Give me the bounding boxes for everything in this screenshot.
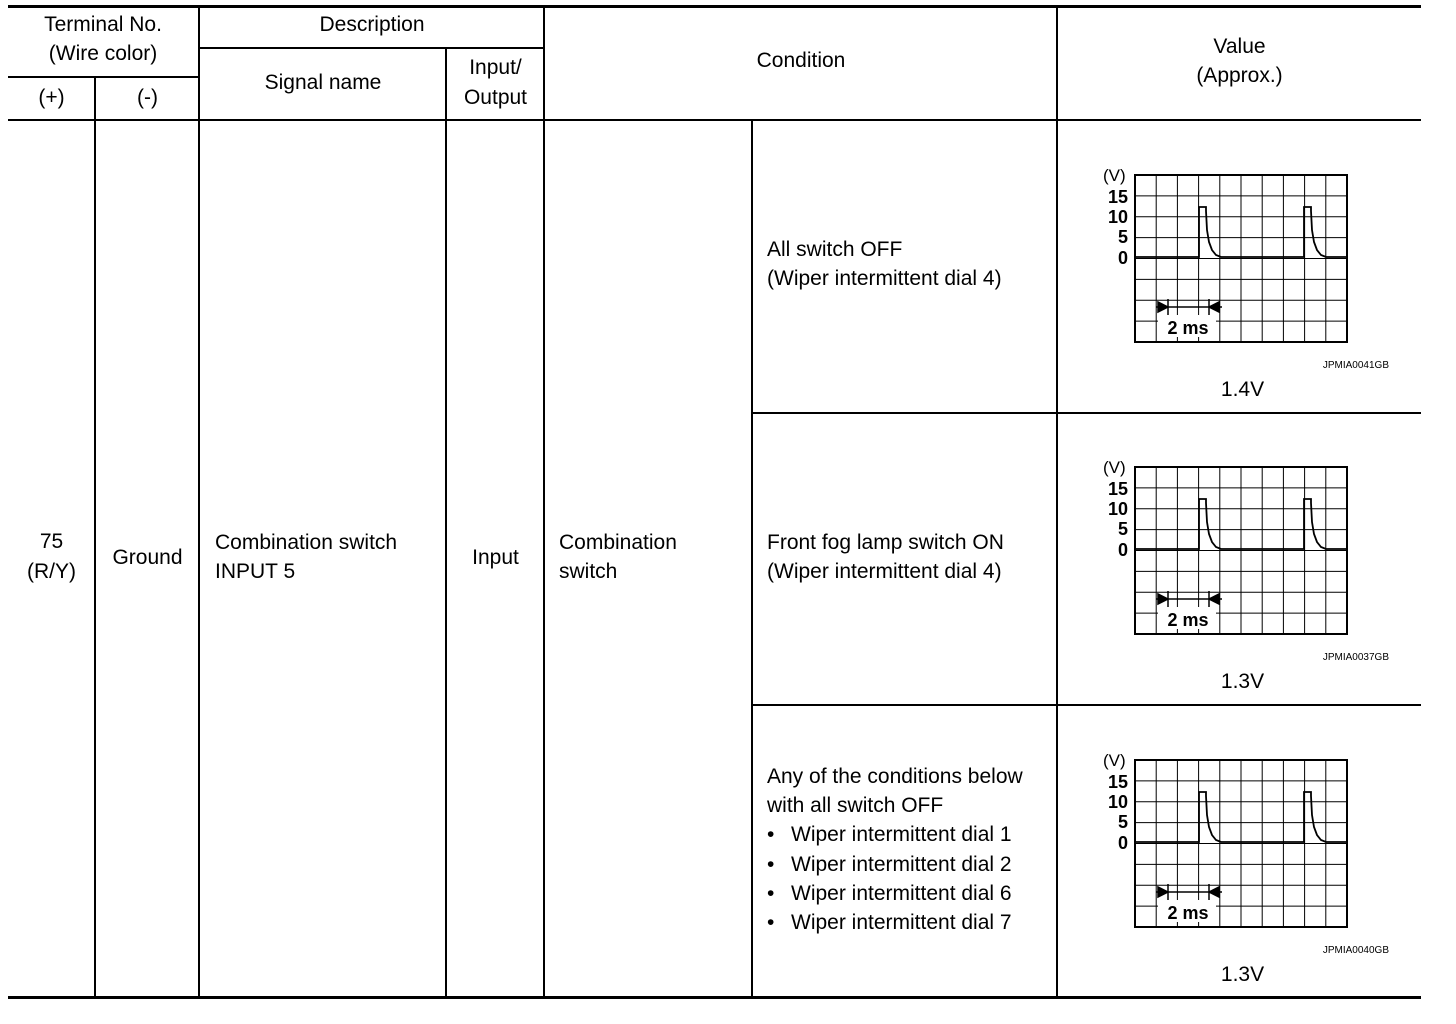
table-top-rule xyxy=(8,5,1421,8)
scope-y0-label: 0 xyxy=(1117,540,1128,560)
scope-time-label: 2 ms xyxy=(1167,610,1209,630)
value-reading-1: 1.4V xyxy=(1220,378,1265,401)
subcondition-2-line2: (Wiper intermittent dial 4) xyxy=(767,560,1002,583)
value-reading-3: 1.3V xyxy=(1220,963,1265,986)
scope-y5-label: 5 xyxy=(1117,812,1128,832)
scope-unit-label: (V) xyxy=(1103,166,1126,185)
bullet-mark: • xyxy=(767,823,775,846)
header-plus: (+) xyxy=(38,86,65,109)
bullet-mark: • xyxy=(767,911,775,934)
value-reading-2: 1.3V xyxy=(1220,670,1265,693)
bullet-item-2: Wiper intermittent dial 2 xyxy=(791,853,1012,876)
header-output: Output xyxy=(463,86,528,109)
scope-time-arrow xyxy=(1156,884,1222,901)
col-rule-minus xyxy=(198,6,200,997)
oscilloscope-figure-3 xyxy=(1100,745,1400,985)
oscilloscope-figure-2 xyxy=(1100,452,1400,692)
terminal-sub-rule xyxy=(8,76,198,78)
bullet-item-3: Wiper intermittent dial 6 xyxy=(791,882,1012,905)
scope-y15-label: 15 xyxy=(1107,772,1128,792)
scope-time-label: 2 ms xyxy=(1167,318,1209,338)
bullet-mark: • xyxy=(767,882,775,905)
io-value: Input xyxy=(472,546,519,569)
scope-unit-label: (V) xyxy=(1103,458,1126,477)
scope-y10-label: 10 xyxy=(1107,207,1128,227)
bullet-item-1: Wiper intermittent dial 1 xyxy=(791,823,1012,846)
scope-y10-label: 10 xyxy=(1107,499,1128,519)
scope-y15-label: 15 xyxy=(1107,479,1128,499)
header-minus: (-) xyxy=(137,86,158,109)
header-bottom-rule xyxy=(8,119,1421,121)
scope-y5-label: 5 xyxy=(1117,519,1128,539)
subcondition-1-line2: (Wiper intermittent dial 4) xyxy=(767,267,1002,290)
col-rule-condition xyxy=(751,120,753,997)
scope-figure-code: JPMIA0040GB xyxy=(1322,945,1389,956)
header-approx: (Approx.) xyxy=(1196,64,1283,87)
scope-y0-label: 0 xyxy=(1117,833,1128,853)
condition-line2: switch xyxy=(559,560,618,583)
subcondition-2-line1: Front fog lamp switch ON xyxy=(767,531,1004,554)
header-condition: Condition xyxy=(756,49,846,72)
scope-unit-label: (V) xyxy=(1103,751,1126,770)
scope-y5-label: 5 xyxy=(1117,227,1128,247)
ground-label: Ground xyxy=(112,546,183,569)
oscilloscope-figure-1 xyxy=(1100,160,1400,400)
col-rule-io xyxy=(543,6,545,997)
scope-time-label: 2 ms xyxy=(1167,903,1209,923)
header-terminal-no: Terminal No. xyxy=(44,13,162,36)
terminal-wire-color: (R/Y) xyxy=(27,560,76,583)
signal-name-line1: Combination switch xyxy=(215,531,398,554)
header-wire-color: (Wire color) xyxy=(48,42,158,65)
description-sub-rule xyxy=(199,47,544,49)
terminal-number: 75 xyxy=(39,530,64,553)
header-signal-name: Signal name xyxy=(264,71,382,94)
col-rule-signal xyxy=(445,48,447,997)
header-value: Value xyxy=(1213,35,1266,58)
header-description: Description xyxy=(319,13,425,36)
bullet-mark: • xyxy=(767,853,775,876)
scope-time-arrow xyxy=(1156,591,1222,608)
bullet-item-4: Wiper intermittent dial 7 xyxy=(791,911,1012,934)
subcondition-1-line1: All switch OFF xyxy=(767,238,903,261)
condition-line1: Combination xyxy=(559,531,677,554)
scope-time-arrow xyxy=(1156,299,1222,316)
subrow-rule-2 xyxy=(752,704,1421,706)
signal-name-line2: INPUT 5 xyxy=(215,560,296,583)
scope-y15-label: 15 xyxy=(1107,187,1128,207)
col-rule-value xyxy=(1056,6,1058,997)
scope-figure-code: JPMIA0037GB xyxy=(1322,652,1389,663)
subcondition-3-line1: Any of the conditions below xyxy=(767,765,1023,788)
header-input: Input/ xyxy=(469,56,522,79)
scope-y0-label: 0 xyxy=(1117,248,1128,268)
subrow-rule-1 xyxy=(752,412,1421,414)
table-bottom-rule xyxy=(8,996,1421,999)
scope-y10-label: 10 xyxy=(1107,792,1128,812)
subcondition-3-line2: with all switch OFF xyxy=(767,794,944,817)
scope-figure-code: JPMIA0041GB xyxy=(1322,360,1389,371)
